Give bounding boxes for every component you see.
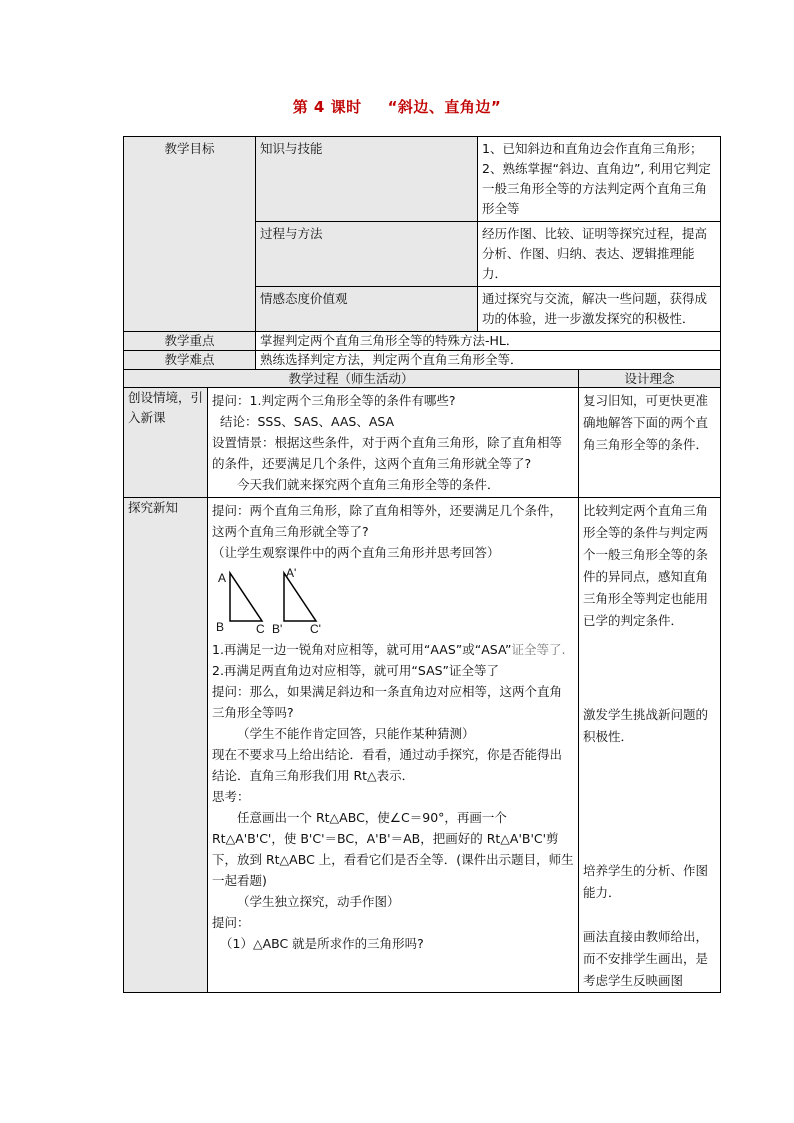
section2-note: 激发学生挑战新问题的积极性． bbox=[583, 707, 709, 744]
section2-content bbox=[208, 498, 579, 993]
objective-line: 1、已知斜边和直角边会作直角三角形； bbox=[482, 141, 703, 156]
lesson-plan-table bbox=[123, 136, 721, 993]
key-point-text: 掌握判定两个直角三角形全等的特殊方法-HL． bbox=[256, 332, 721, 351]
objective-category: 过程与方法 bbox=[256, 222, 478, 287]
section2-observe: （让学生观察课件中的两个直角三角形并思考回答） bbox=[212, 545, 500, 560]
section1-note: 复习旧知，可更快更准确地解答下面的两个直角三角形全等的条件． bbox=[579, 388, 721, 498]
item1-text: 1.再满足一边一锐角对应相等，就可用“AAS”或“ASA” bbox=[212, 642, 512, 657]
objective-line: 经历作图、比较、证明等探究过程，提高分析、作图、归纳、表达、逻辑推理能力． bbox=[482, 226, 708, 281]
lesson-topic: “斜边、直角边” bbox=[387, 98, 502, 116]
section2-note: 培养学生的分析、作图能力． bbox=[583, 863, 709, 900]
page-title bbox=[0, 96, 794, 117]
section-explore-row bbox=[124, 498, 721, 993]
section2-item1 bbox=[212, 639, 574, 660]
section1-label: 创设情境，引入新课 bbox=[124, 388, 208, 498]
section2-note: 比较判定两个直角三角形全等的条件与判定两个一般三角形全等的条件的异同点，感知直角三角形全等判定也能用已学的判定条件． bbox=[583, 503, 709, 628]
difficulty-text: 熟练选择判定方法，判定两个直角三角形全等． bbox=[256, 351, 721, 370]
objective-category: 知识与技能 bbox=[256, 137, 478, 222]
process-header-left: 教学过程（师生活动） bbox=[124, 370, 579, 388]
triangle-figure bbox=[212, 565, 574, 635]
vertex-a: A bbox=[218, 571, 227, 585]
lesson-number: 第 4 课时 bbox=[292, 98, 362, 116]
section2-item2: 2.再满足两直角边对应相等，就可用“SAS”证全等了 bbox=[212, 663, 500, 678]
section-intro-row bbox=[124, 388, 721, 498]
key-point-label: 教学重点 bbox=[124, 332, 256, 351]
section2-question2: 提问：那么，如果满足斜边和一条直角边对应相等，这两个直角三角形全等吗? bbox=[212, 684, 563, 720]
vertex-b: B bbox=[216, 620, 225, 634]
section1-line: 结论：SSS、SAS、AAS、ASA bbox=[220, 414, 395, 429]
objective-content bbox=[478, 287, 721, 332]
section2-note: 画法直接由教师给出，而不安排学生画出，是考虑学生反映画图 bbox=[583, 929, 709, 988]
section2-intro: 提问：两个直角三角形，除了直角相等外，还要满足几个条件，这两个直角三角形就全等了? bbox=[212, 503, 563, 539]
vertex-a-prime: A' bbox=[286, 566, 297, 580]
item1-tail: 证全等了. bbox=[511, 642, 566, 657]
section2-think: 思考： bbox=[212, 789, 250, 804]
difficulty-row bbox=[124, 351, 721, 370]
process-header-right: 设计理念 bbox=[579, 370, 721, 388]
section1-line: 提问：1.判定两个三角形全等的条件有哪些? bbox=[212, 393, 456, 408]
section1-line: 设置情景：根据这些条件，对于两个直角三角形，除了直角相等的条件，还要满足几个条件，这两个直角三角形就全等了? bbox=[212, 435, 563, 471]
objective-line: 2、熟练掌握“斜边、直角边”, 利用它判定一般三角形全等的方法判定两个直角三角形全等 bbox=[482, 161, 711, 216]
vertex-b-prime: B' bbox=[272, 622, 283, 636]
objective-row-knowledge bbox=[124, 137, 721, 222]
section2-notes bbox=[579, 498, 721, 993]
key-point-row bbox=[124, 332, 721, 351]
objective-content bbox=[478, 222, 721, 287]
objectives-label: 教学目标 bbox=[124, 137, 256, 332]
triangle-abc bbox=[230, 573, 262, 621]
section2-question-first: （1）△ABC 就是所求作的三角形吗? bbox=[220, 936, 424, 951]
process-header-row bbox=[124, 370, 721, 388]
section1-line: 今天我们就来探究两个直角三角形全等的条件． bbox=[237, 477, 500, 492]
section2-ask: 提问： bbox=[212, 915, 250, 930]
objective-content bbox=[478, 137, 721, 222]
section2-independent: （学生独立探究，动手作图） bbox=[237, 894, 400, 909]
section1-content bbox=[208, 388, 579, 498]
vertex-c-prime: C' bbox=[310, 622, 321, 636]
objective-category: 情感态度价值观 bbox=[256, 287, 478, 332]
objective-line: 通过探究与交流，解决一些问题，获得成功的体验，进一步激发探究的积极性． bbox=[482, 291, 708, 326]
vertex-c: C bbox=[256, 622, 265, 636]
section2-task: 任意画出一个 Rt△ABC，使∠C＝90°，再画一个 Rt△A'B'C'，使 B'C'＝BC，A'B'＝AB，把画好的 Rt△A'B'C'剪下，放到 Rt△ABC 上，看看它们是否全等．(课件出示题目，师生一起看题) bbox=[212, 810, 574, 888]
section2-now: 现在不要求马上给出结论．看看，通过动手探究，你是否能得出结论．直角三角形我们用 Rt△表示． bbox=[212, 747, 563, 783]
section2-label: 探究新知 bbox=[124, 498, 208, 993]
section2-guess: （学生不能作肯定回答，只能作某种猜测） bbox=[237, 726, 475, 741]
difficulty-label: 教学难点 bbox=[124, 351, 256, 370]
